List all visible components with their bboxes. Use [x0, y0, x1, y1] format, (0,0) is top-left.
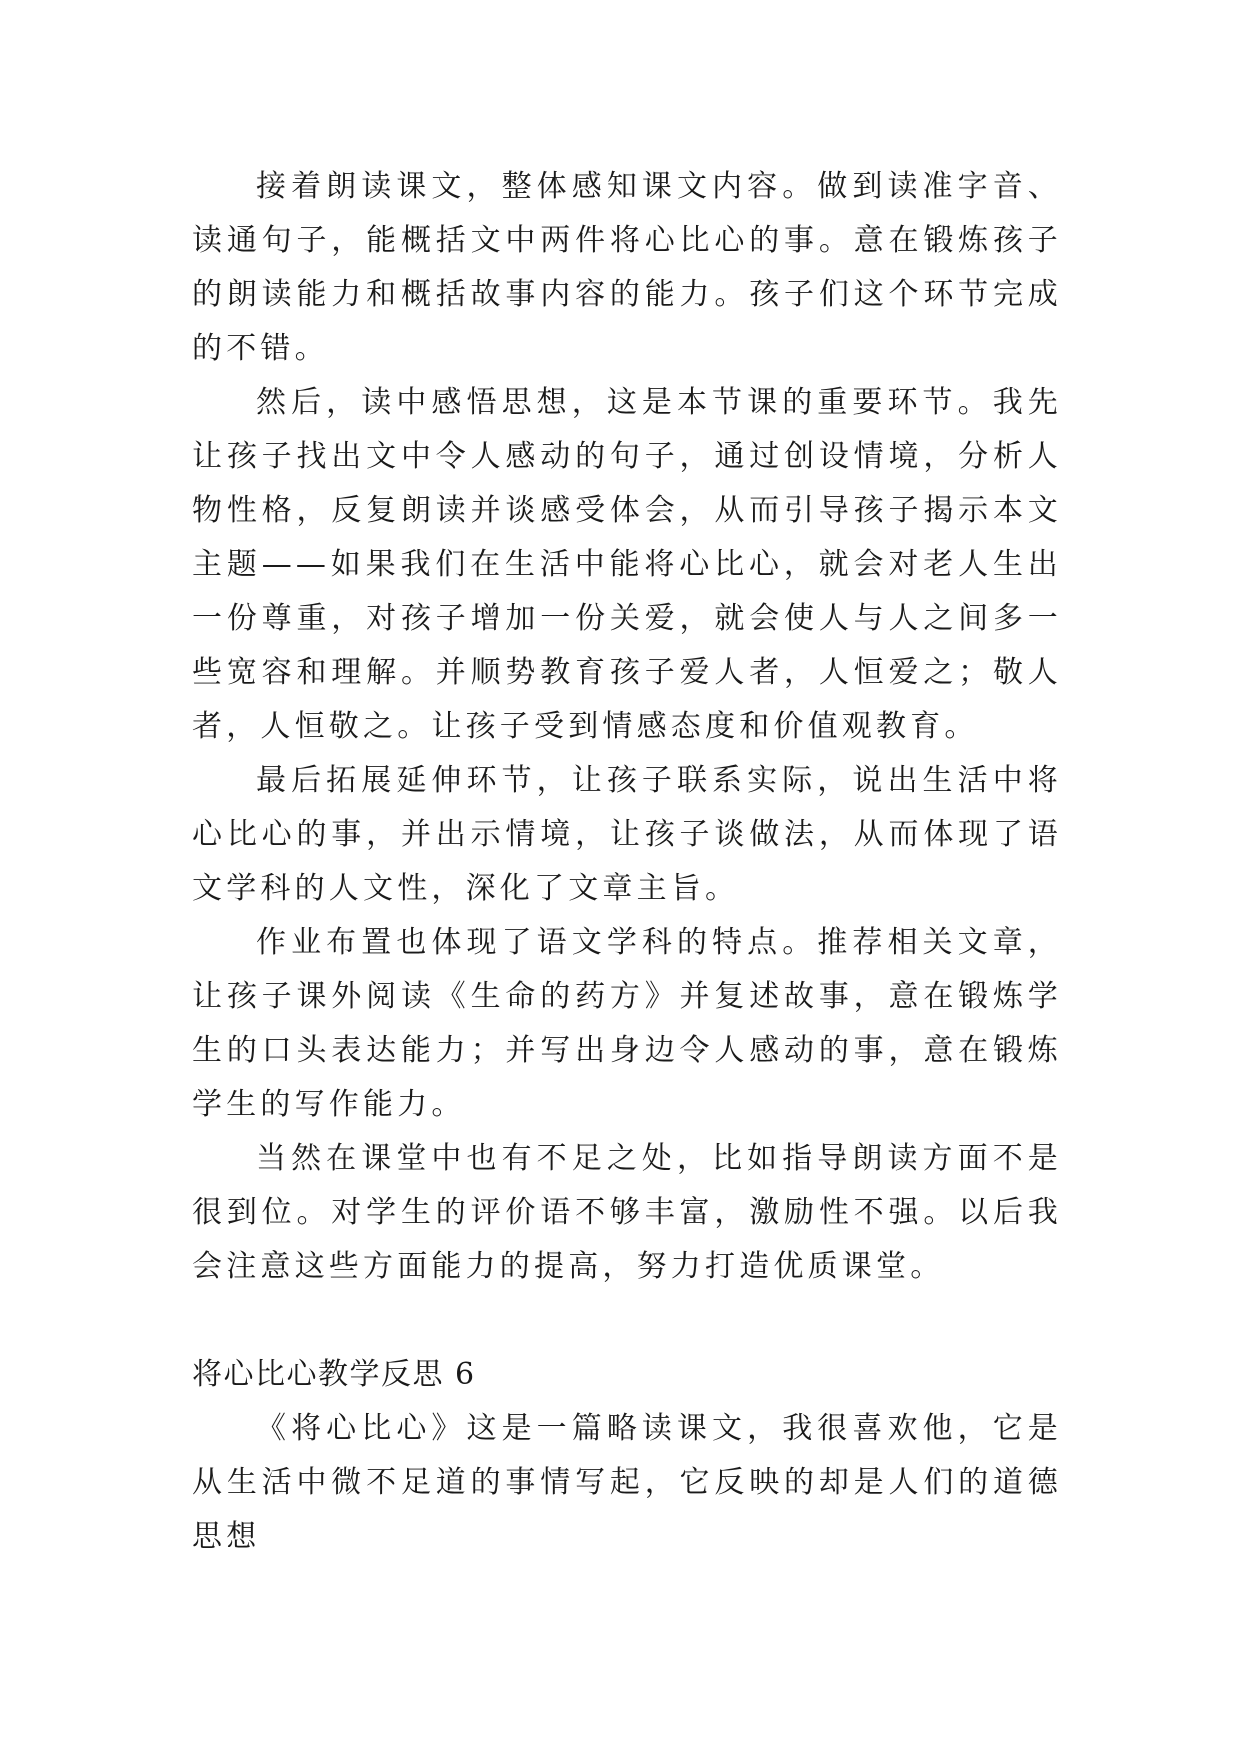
- paragraph-extension: 最后拓展延伸环节，让孩子联系实际，说出生活中将心比心的事，并出示情境，让孩子谈做法，从而体现了语文学科的人文性，深化了文章主旨。: [192, 763, 1062, 906]
- paragraph-insight: 然后，读中感悟思想，这是本节课的重要环节。我先让孩子找出文中令人感动的句子，通过创设情境，分析人物性格，反复朗读并谈感受体会，从而引导孩子揭示本文主题——如果我们在生活中能将心比心，就会对老人生出一份尊重，对孩子增加一份关爱，就会使人与人之间多一些宽容和理解。并顺势教育孩子爱人者，人恒爱之；敬人者，人恒敬之。让孩子受到情感态度和价值观教育。: [192, 385, 1062, 744]
- section-heading: 将心比心教学反思 6: [192, 1357, 476, 1392]
- document-body: [192, 160, 1062, 1564]
- paragraph-shortcomings: 当然在课堂中也有不足之处，比如指导朗读方面不是很到位。对学生的评价语不够丰富，激励性不强。以后我会注意这些方面能力的提高，努力打造优质课堂。: [192, 1141, 1062, 1284]
- paragraph-homework: 作业布置也体现了语文学科的特点。推荐相关文章，让孩子课外阅读《生命的药方》并复述故事，意在锻炼学生的口头表达能力；并写出身边令人感动的事，意在锻炼学生的写作能力。: [192, 925, 1062, 1122]
- paragraph-reading-aloud: 接着朗读课文，整体感知课文内容。做到读准字音、读通句子，能概括文中两件将心比心的事。意在锻炼孩子的朗读能力和概括故事内容的能力。孩子们这个环节完成的不错。: [192, 169, 1062, 366]
- paragraph-section-intro: 《将心比心》这是一篇略读课文，我很喜欢他，它是从生活中微不足道的事情写起，它反映的却是人们的道德思想: [192, 1411, 1062, 1554]
